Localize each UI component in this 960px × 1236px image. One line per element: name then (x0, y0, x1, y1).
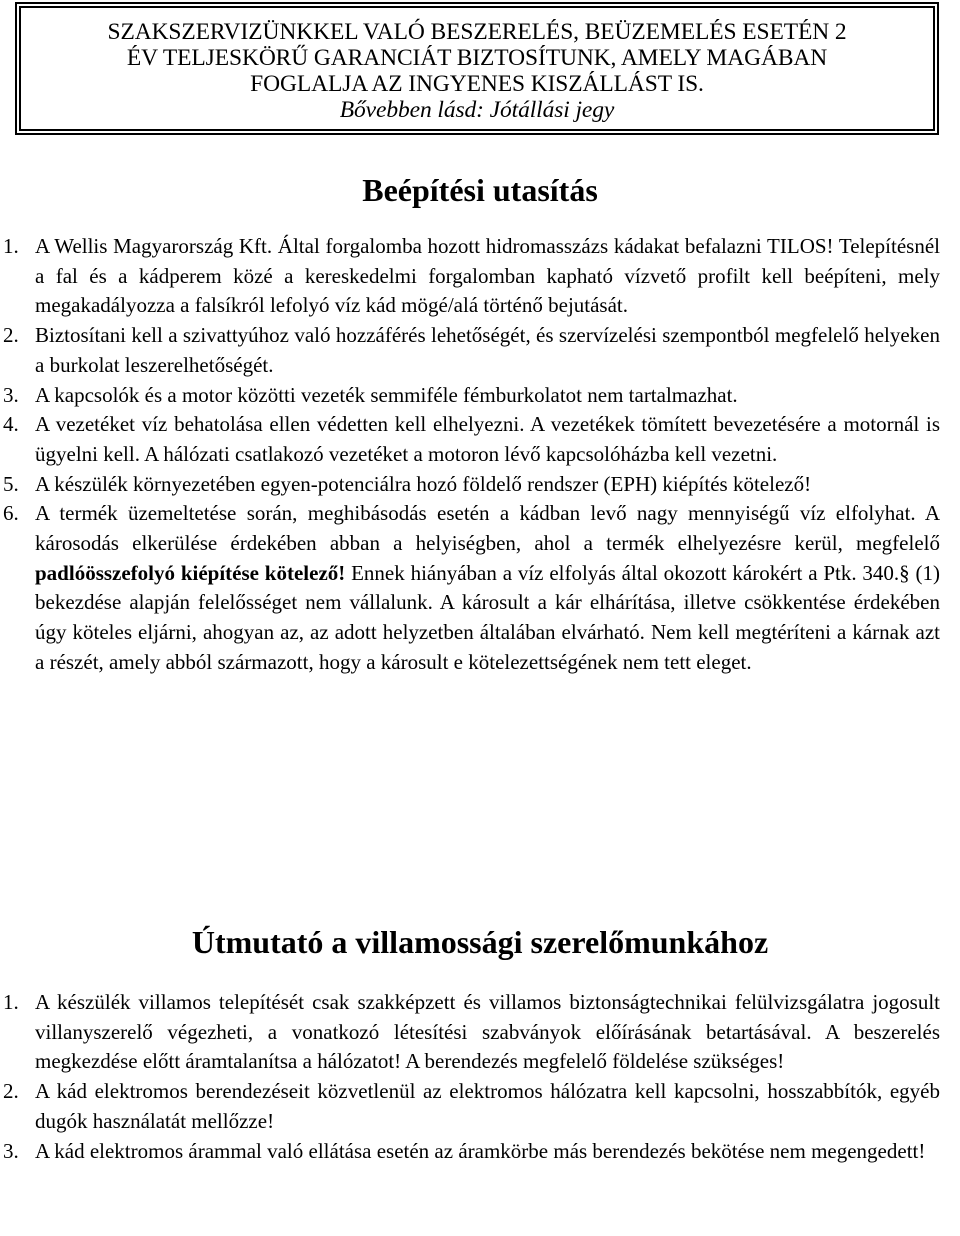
list-item (0, 1137, 960, 1167)
item-text: A készülék környezetében egyen-potenciálra hozó földelő rendszer (EPH) kiépítés kötelező! (35, 471, 812, 496)
item-text-part: Ennek hiányában a víz elfolyás által okozott károkért a Ptk. 340.§ (1) bekezdése alapján felelősséget nem vállalunk. A károsult a kár elhárítása, illetve csökkentése érdekében úgy köteles eljárni, ahogyan az, az adott helyzetben általában elvárható. Nem kell megtéríteni a kárnak azt a részét, amely abból származott, hogy a károsult e kötelezettségének nem tett eleget. (35, 560, 940, 674)
list-item (0, 410, 960, 469)
item-number: 2. (3, 1079, 19, 1104)
list-item (0, 470, 960, 500)
list-item (0, 499, 960, 677)
warranty-line-3: FOGLALJA AZ INGYENES KISZÁLLÁST IS. (250, 71, 704, 97)
list-item (0, 1077, 960, 1136)
warranty-reference: Bővebben lásd: Jótállási jegy (339, 97, 615, 123)
item-number: 3. (3, 1138, 19, 1163)
list-item (0, 321, 960, 380)
item-text (35, 499, 940, 677)
electrical-list (0, 988, 960, 1166)
list-item (0, 381, 960, 411)
item-text: A Wellis Magyarország Kft. Által forgalomba hozott hidromasszázs kádakat befalazni TILOS! Telepítésnél a fal és a kádperem közé a kereskedelmi forgalomban kapható vízvető profilt kell beépíteni, mely megakadályozza a falsíkról lefolyó víz kád mögé/alá történő bejutását. (35, 234, 940, 318)
item-text: A kád elektromos berendezéseit közvetlenül az elektromos hálózatra kell kapcsolni, hosszabbítók, egyéb dugók használatát mellőzze! (35, 1079, 940, 1133)
item-number: 2. (3, 323, 19, 348)
item-text: A kád elektromos árammal való ellátása esetén az áramkörbe más berendezés bekötése nem megengedett! (35, 1138, 926, 1163)
installation-list (0, 232, 960, 678)
item-text: A készülék villamos telepítését csak szakképzett és villamos biztonságtechnikai felülvizsgálatra jogosult villanyszerelő végezheti, a vonatkozó létesítési szabványok előírásának betartásával. A beszerelés megkezdése előtt áramtalanítsa a hálózatot! A berendezés megfelelő földelése szükséges! (35, 990, 940, 1074)
electrical-title: Útmutató a villamossági szerelőmunkához (191, 924, 769, 960)
item-number: 5. (3, 471, 19, 496)
installation-title: Beépítési utasítás (362, 172, 598, 208)
item-number: 3. (3, 382, 19, 407)
item-text-part: A termék üzemeltetése során, meghibásodás esetén a kádban levő nagy mennyiségű víz elfolyhat. A károsodás elkerülése érdekében abban a helyiségben, ahol a termék elhelyezésre kerül, megfelelő (35, 501, 940, 556)
warranty-line-2: ÉV TELJESKÖRŰ GARANCIÁT BIZTOSÍTUNK, AMELY MAGÁBAN (126, 45, 828, 71)
list-item (0, 232, 960, 321)
item-number: 6. (3, 501, 19, 526)
item-number: 1. (3, 234, 19, 258)
item-text: A kapcsolók és a motor közötti vezeték semmiféle fémburkolatot nem tartalmazhat. (35, 382, 738, 407)
list-item (0, 988, 960, 1077)
item-number: 4. (3, 412, 19, 437)
item-text-emphasis: padlóösszefolyó kiépítése kötelező! (35, 560, 346, 585)
item-text: Biztosítani kell a szivattyúhoz való hozzáférés lehetőségét, és szervízelési szempontból megfelelő helyeken a burkolat leszerelhetőségét. (35, 323, 940, 377)
item-text: A vezetéket víz behatolása ellen védetten kell elhelyezni. A vezetékek tömített bevezetésére a motornál is ügyelni kell. A hálózati csatlakozó vezetéket a motoron lévő kapcsolóházba kell vezetni. (35, 412, 940, 466)
warranty-notice-box (15, 2, 939, 135)
warranty-line-1: SZAKSZERVIZÜNKKEL VALÓ BESZERELÉS, BEÜZEMELÉS ESETÉN 2 (107, 19, 847, 45)
item-number: 1. (3, 990, 19, 1014)
